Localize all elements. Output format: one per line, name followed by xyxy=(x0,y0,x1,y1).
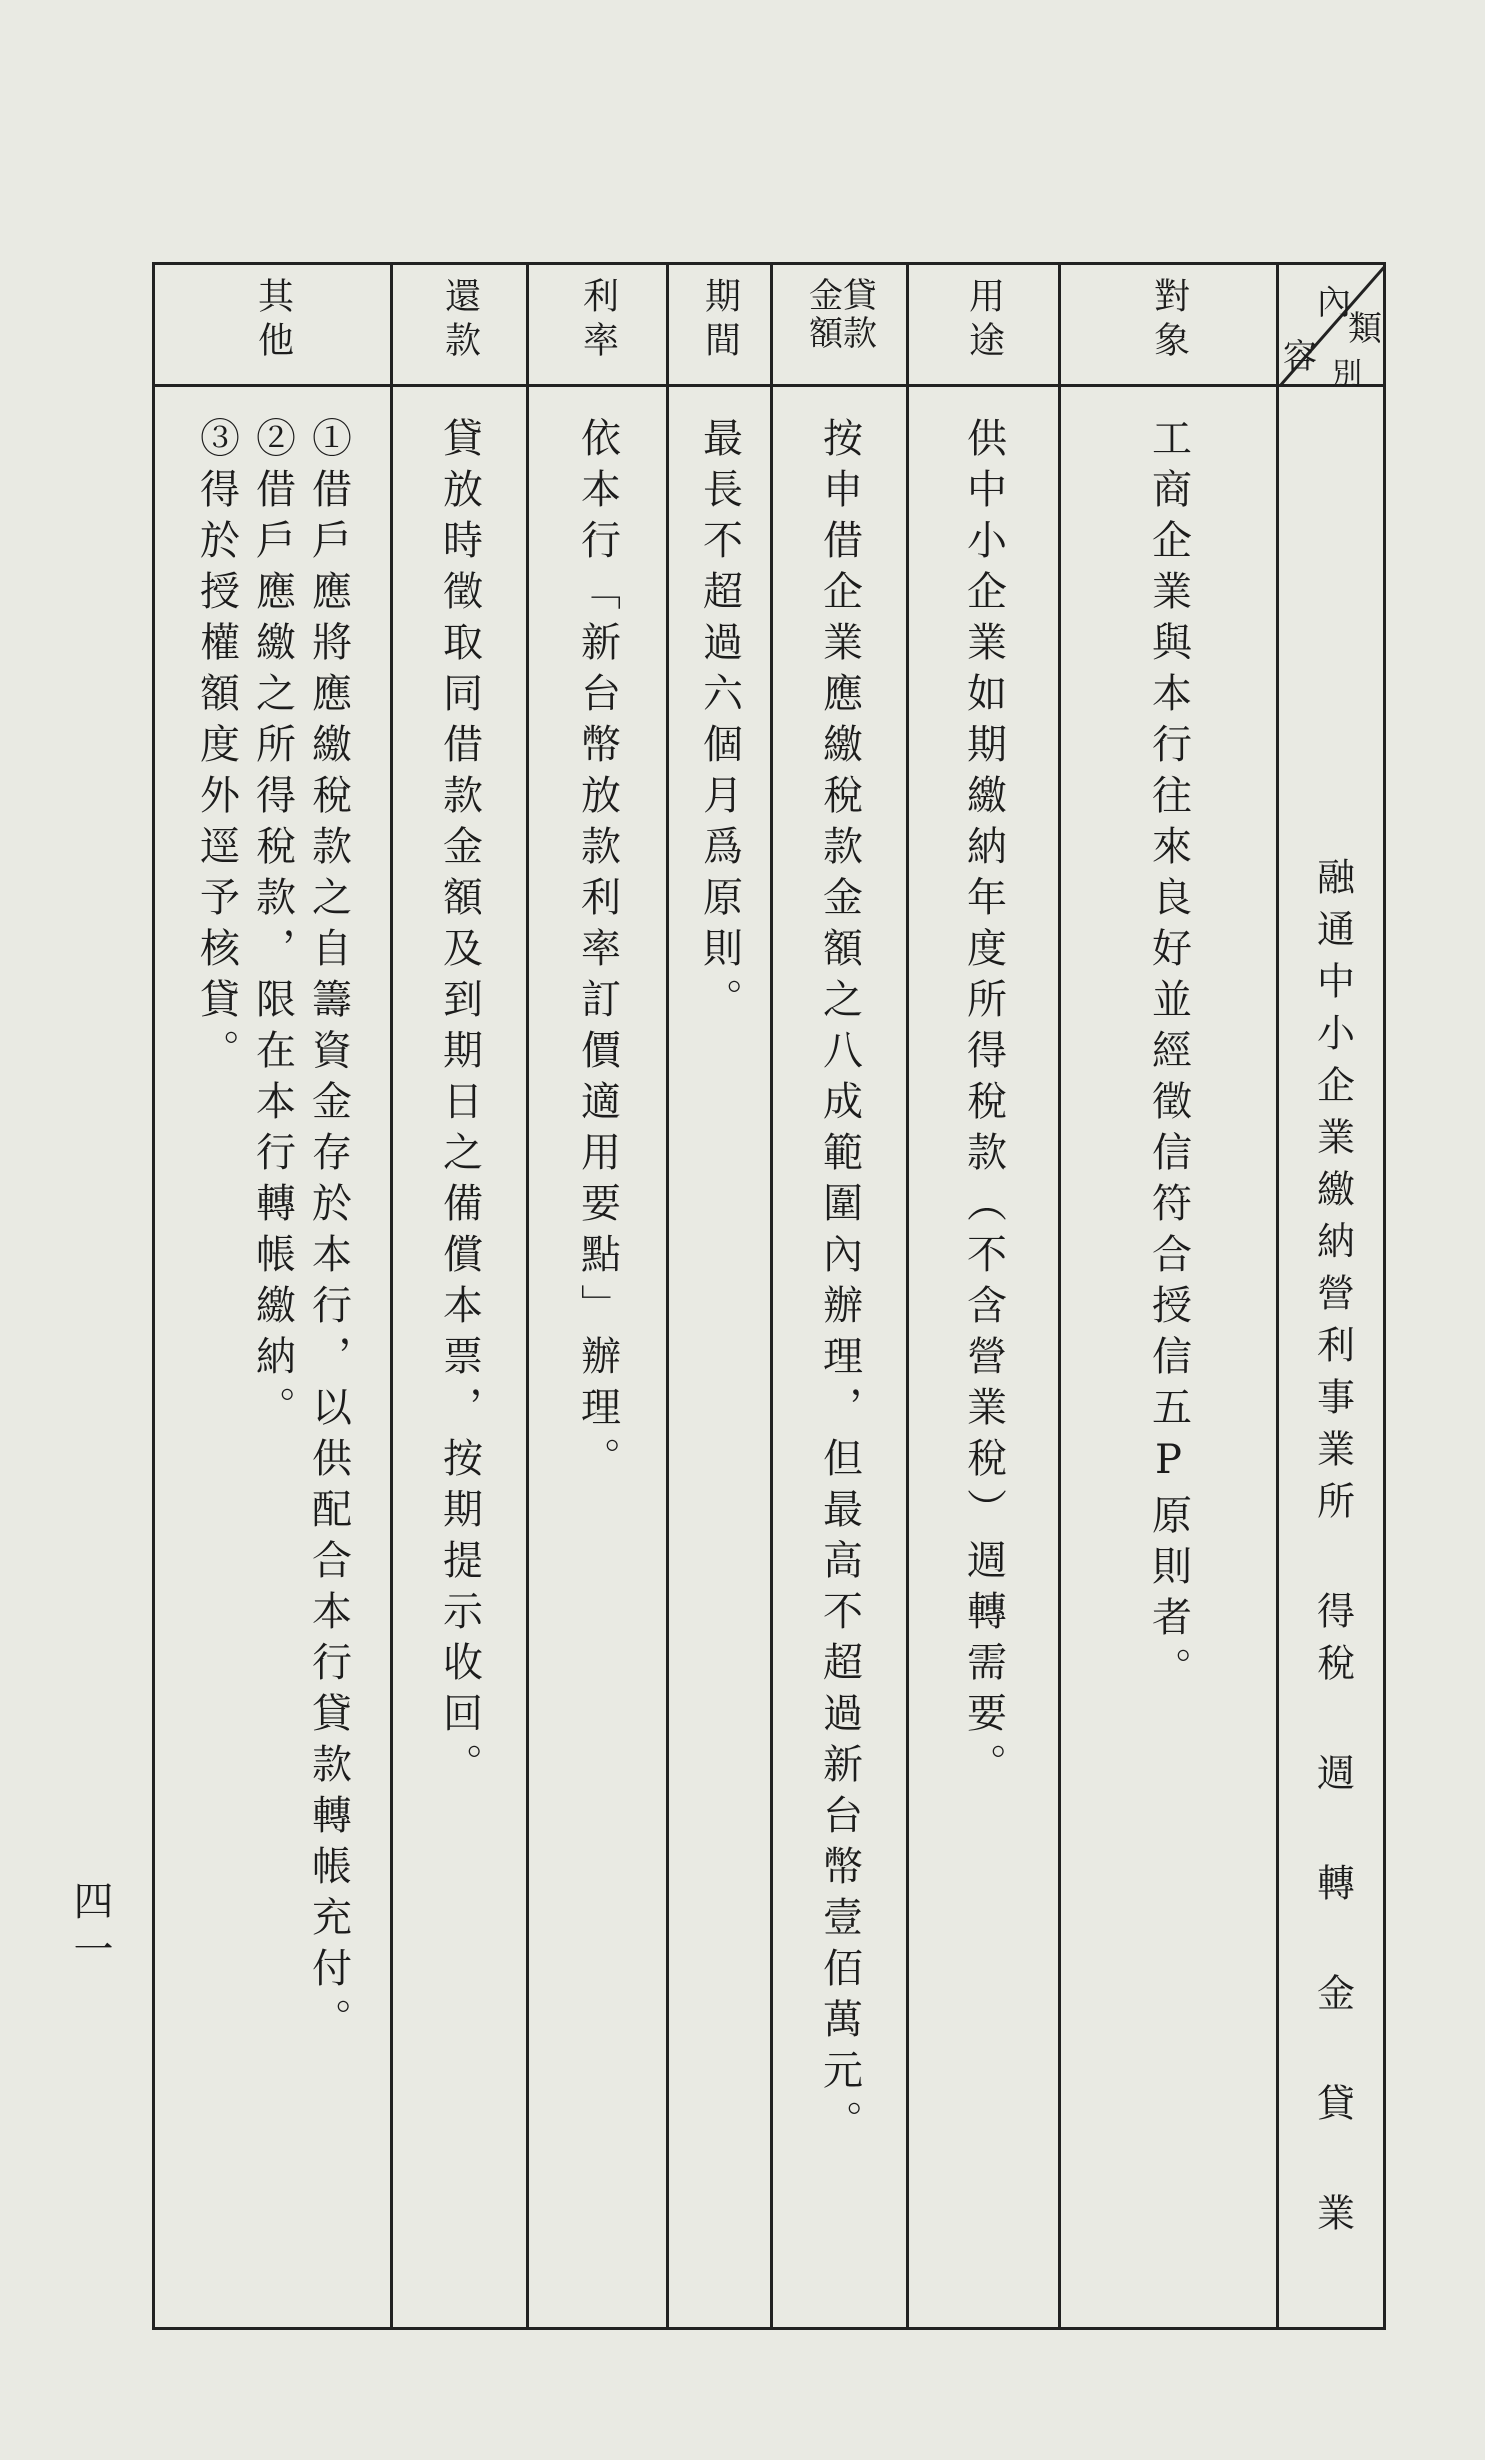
cell-interest-rate xyxy=(529,387,666,2327)
header-other-label: 其他 xyxy=(252,277,294,365)
column-target xyxy=(1061,265,1279,2327)
header-label-lei: 類 xyxy=(1348,309,1382,349)
column-interest-rate xyxy=(529,265,669,2327)
cell-period xyxy=(669,387,770,2327)
page-number-text: 四一 xyxy=(67,1880,113,1976)
header-usage-label: 用途 xyxy=(963,277,1005,365)
cell-usage-text: 供中小企業如期繳納年度所得稅款（不含營業稅）週轉需要。 xyxy=(960,417,1007,1794)
title-cell xyxy=(1279,387,1386,2327)
title-column xyxy=(1279,265,1386,2327)
header-label-bie: 別 xyxy=(1332,357,1362,392)
header-target xyxy=(1061,265,1276,387)
cell-target xyxy=(1061,387,1276,2327)
cell-interest-rate-text: 依本行「新台幣放款利率訂價適用要點」辦理。 xyxy=(574,417,621,1488)
cell-repayment xyxy=(393,387,526,2327)
header-period xyxy=(669,265,770,387)
header-target-label: 對象 xyxy=(1148,277,1190,365)
cell-other-item-2: ②借戶應繳之所得稅款，限在本行轉帳繳納。 xyxy=(249,417,296,1437)
cell-period-text: 最長不超過六個月爲原則。 xyxy=(696,417,743,1029)
header-other xyxy=(155,265,390,387)
header-interest-rate-label: 利率 xyxy=(577,277,619,365)
cell-other-item-1: ①借戶應將應繳稅款之自籌資金存於本行，以供配合本行貸款轉帳充付。 xyxy=(305,417,352,2049)
document-title: 融通中小企業繳納營利事業所 得稅 週 轉 金 貸 業 xyxy=(1310,857,1355,2245)
header-usage xyxy=(909,265,1058,387)
column-other xyxy=(155,265,393,2327)
column-usage xyxy=(909,265,1061,2327)
column-repayment xyxy=(393,265,529,2327)
header-label-nei: 內 xyxy=(1317,283,1351,323)
cell-loan-amount-text: 按申借企業應繳稅款金額之八成範圍內辦理，但最高不超過新台幣壹佰萬元。 xyxy=(816,417,863,2151)
column-period xyxy=(669,265,773,2327)
header-interest-rate xyxy=(529,265,666,387)
cell-loan-amount xyxy=(773,387,906,2327)
page-number xyxy=(67,1880,113,1980)
diagonal-header xyxy=(1279,265,1386,392)
header-loan-amount xyxy=(773,265,906,387)
column-loan-amount xyxy=(773,265,909,2327)
header-label-rong: 容 xyxy=(1283,337,1317,377)
header-loan-amount-label: 貸款金額 xyxy=(802,277,877,353)
cell-other-item-3: ③得於授權額度外逕予核貸。 xyxy=(193,417,240,1080)
header-repayment xyxy=(393,265,526,387)
cell-repayment-text: 貸放時徵取同借款金額及到期日之備償本票，按期提示收回。 xyxy=(436,417,483,1794)
header-period-label: 期間 xyxy=(699,277,741,365)
loan-table xyxy=(152,262,1386,2330)
header-repayment-label: 還款 xyxy=(439,277,481,365)
cell-target-text: 工商企業與本行往來良好並經徵信符合授信五P原則者。 xyxy=(1145,417,1192,1698)
cell-other xyxy=(155,387,390,2327)
cell-usage xyxy=(909,387,1058,2327)
